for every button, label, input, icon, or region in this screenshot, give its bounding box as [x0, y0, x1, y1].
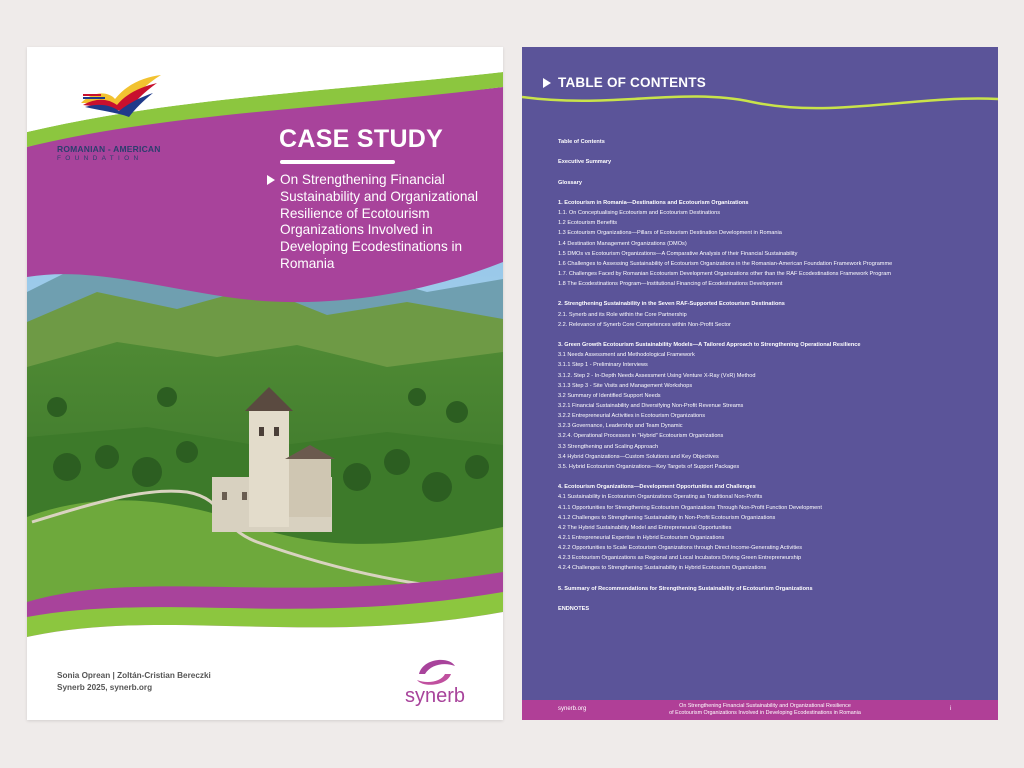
toc-entry[interactable]: 2. Strengthening Sustainability in the Seven RAF-Supported Ecotourism Destinations	[558, 301, 785, 308]
toc-entry[interactable]: 3.1.2. Step 2 - In-Depth Needs Assessment Using Venture X-Ray (VxR) Method	[558, 372, 756, 379]
toc-entry[interactable]: ENDNOTES	[558, 606, 590, 613]
toc-list	[558, 137, 988, 614]
toc-entry[interactable]: Table of Contents	[558, 139, 605, 145]
logo-name: ROMANIAN - AMERICAN	[57, 144, 161, 154]
toc-entry[interactable]: 1.5 DMOs vs Ecotourism Organizations—A Comparative Analysis of their Financial Sustainability	[558, 250, 798, 257]
toc-entry[interactable]: 3. Green Growth Ecotourism Sustainability Models—A Tailored Approach to Strengthening Operational Resilience	[558, 342, 861, 349]
toc-entry[interactable]: 1.6 Challenges to Assessing Sustainability of Ecotourism Organizations in the Romanian-American Foundation Framework Programme	[558, 260, 893, 267]
cover-page	[27, 47, 503, 720]
toc-entry[interactable]: 1.7. Challenges Faced by Romanian Ecotourism Development Organizations other than the RAF Ecodestinations Framework Program	[558, 270, 891, 277]
toc-entry[interactable]: 3.2 Summary of Identified Support Needs	[558, 392, 661, 399]
publisher: Synerb 2025, synerb.org	[57, 682, 153, 692]
toc-entry[interactable]: 3.2.2 Entrepreneurial Activities in Ecotourism Organizations	[558, 413, 706, 420]
toc-entry[interactable]: 4.1 Sustainability in Ecotourism Organizations Operating as Traditional Non-Profits	[558, 494, 763, 501]
title-underline	[280, 160, 395, 164]
footer-title-line2: of Ecotourism Organizations Involved in Developing Ecodestinations in Romania	[669, 710, 861, 716]
toc-entry[interactable]: 4.2 The Hybrid Sustainability Model and Entrepreneurial Opportunities	[558, 524, 732, 531]
synerb-logo-text: synerb	[404, 685, 466, 707]
toc-entry[interactable]: 4. Ecotourism Organizations—Development Opportunities and Challenges	[558, 484, 756, 491]
authors: Sonia Oprean | Zoltán-Cristian Bereczki	[57, 671, 211, 680]
footer-title-line1: On Strengthening Financial Sustainability and Organizational Resilience	[679, 703, 851, 709]
case-study-subtitle: On Strengthening Financial Sustainability and Organizational Resilience of Ecotourism Organizations Involved in Developing Ecodestinations in Romania	[280, 172, 478, 271]
toc-entry[interactable]: 3.4 Hybrid Organizations—Custom Solutions and Key Objectives	[558, 453, 719, 460]
table-of-contents-page	[522, 47, 998, 720]
page-number: i	[950, 706, 952, 712]
toc-entry[interactable]: 3.1 Needs Assessment and Methodological Framework	[558, 352, 695, 359]
toc-entry[interactable]: 3.5. Hybrid Ecotourism Organizations—Key Targets of Support Packages	[558, 463, 740, 470]
toc-title: TABLE OF CONTENTS	[558, 75, 706, 90]
toc-entry[interactable]: 1.2 Ecotourism Benefits	[558, 220, 618, 227]
toc-entry[interactable]: 4.1.2 Challenges to Strengthening Sustainability in Non-Profit Ecotourism Organizations	[558, 514, 776, 521]
toc-entry[interactable]: Glossary	[558, 179, 582, 186]
toc-entry[interactable]: 1.8 The Ecodestinations Program—Institutional Financing of Ecodestinations Development	[558, 281, 783, 288]
toc-entry[interactable]: 4.2.4 Challenges to Strengthening Sustainability in Hybrid Ecotourism Organizations	[558, 565, 767, 572]
toc-entry[interactable]: 1.4 Destination Management Organizations (DMOs)	[558, 240, 687, 247]
toc-entry[interactable]: 1. Ecotourism in Romania—Destinations and Ecotourism Organizations	[558, 199, 749, 206]
toc-entry[interactable]: 1.1. On Conceptualising Ecotourism and Ecotourism Destinations	[558, 210, 720, 217]
toc-entry[interactable]: 2.1. Synerb and its Role within the Core Partnership	[558, 311, 687, 318]
footer-document-title	[630, 703, 900, 717]
toc-entry[interactable]: 4.2.3 Ecotourism Organizations as Regional and Local Incubators Driving Green Entrepreneurship	[558, 555, 802, 562]
toc-entry[interactable]: 4.2.1 Entrepreneurial Expertise in Hybrid Ecotourism Organizations	[558, 535, 725, 541]
play-arrow-icon	[543, 78, 551, 88]
toc-entry[interactable]: Executive Summary	[558, 159, 612, 166]
toc-entry[interactable]: 5. Summary of Recommendations for Strengthening Sustainability of Ecotourism Organizations	[558, 585, 813, 592]
authors-block	[57, 670, 211, 693]
romanian-american-foundation-logo	[53, 61, 173, 131]
toc-entry[interactable]: 2.2. Relevance of Synerb Core Competences within Non-Profit Sector	[558, 321, 731, 328]
logo-subtitle: FOUNDATION	[57, 155, 143, 162]
synerb-logo	[389, 652, 481, 712]
play-arrow-icon	[267, 175, 275, 185]
toc-entry[interactable]: 3.1.3 Step 3 - Site Visits and Management Workshops	[558, 382, 693, 389]
toc-entry[interactable]: 4.1.1 Opportunities for Strengthening Ecotourism Organizations Through Non-Profit Function Development	[558, 504, 822, 511]
toc-entry[interactable]: 3.2.1 Financial Sustainability and Diversifying Non-Profit Revenue Streams	[558, 402, 744, 409]
toc-footer	[522, 700, 998, 720]
toc-entry[interactable]: 1.3 Ecotourism Organizations—Pillars of Ecotourism Destination Development in Romania	[558, 230, 782, 237]
toc-entry[interactable]: 3.2.3 Governance, Leadership and Team Dynamic	[558, 423, 683, 430]
footer-site: synerb.org	[558, 706, 587, 712]
toc-entry[interactable]: 3.1.1 Step 1 - Preliminary Interviews	[558, 362, 648, 369]
toc-header-wave	[522, 47, 998, 137]
toc-entry[interactable]: 3.2.4. Operational Processes in "Hybrid" Ecotourism Organizations	[558, 433, 724, 440]
toc-entry[interactable]: 4.2.2 Opportunities to Scale Ecotourism Organizations through Direct Income-Generating Activities	[558, 545, 803, 552]
case-study-title: CASE STUDY	[279, 125, 444, 153]
toc-entry[interactable]: 3.3 Strengthening and Scaling Approach	[558, 443, 659, 450]
